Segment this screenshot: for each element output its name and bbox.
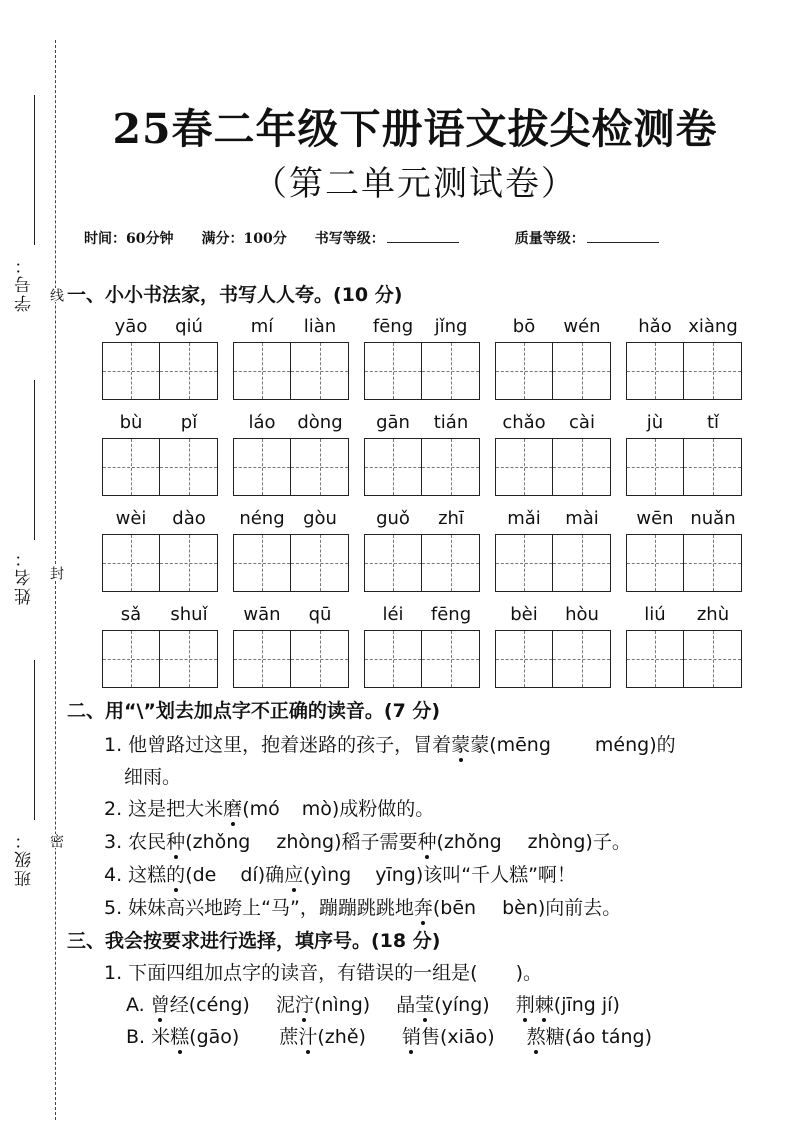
tianzige-cell[interactable] [495,342,553,400]
s3-option-a: A. 曾经(céng) 泥泞(nìng) 晶莹(yíng) 荆棘(jīng jí) [126,990,620,1017]
pinyin-syllable: zhī [438,508,464,529]
pinyin-syllable: bù [119,412,143,433]
section-1-heading: 一、小小书法家，书写人人夸。(10 分) [67,284,403,306]
tianzige-cell[interactable] [233,342,291,400]
pinyin-syllable: shuǐ [170,604,208,625]
pinyin-syllable: dòng [297,412,343,433]
s2-question-1: 1. 他曾路过这里，抱着迷路的孩子，冒着蒙蒙(mēng méng)的 [104,730,676,757]
pinyin-pair [233,604,349,625]
dotted-char: 的 [166,860,185,887]
writing-grid [364,534,480,592]
dotted-char: 种 [418,827,437,854]
page-title: 25春二年级下册语文拔尖检测卷 [112,105,718,153]
writing-grid [364,342,480,400]
pinyin-pair [364,508,480,529]
page-subtitle: （第二单元测试卷） [253,164,577,204]
tianzige-cell[interactable] [160,438,218,496]
pinyin-pair [626,412,742,433]
pinyin-syllable: qū [308,604,332,625]
tianzige-cell[interactable] [626,630,684,688]
writing-grade: 书写等级： [315,228,487,248]
pinyin-syllable: sǎ [120,604,142,625]
writing-grid [364,438,480,496]
tianzige-cell[interactable] [160,342,218,400]
tianzige-cell[interactable] [233,534,291,592]
pinyin-syllable: fēng [372,316,414,337]
pinyin-syllable: jǐng [434,316,468,337]
pinyin-syllable: hǎo [638,316,672,337]
tianzige-cell[interactable] [422,534,480,592]
option-b-item-4: 熬糖(áo táng) [527,1026,652,1048]
writing-grid [495,534,611,592]
writing-grid [233,534,349,592]
pinyin-syllable: wēn [636,508,674,529]
section-2-heading: 二、用“\”划去加点字不正确的读音。(7 分) [67,700,441,722]
tianzige-cell[interactable] [553,438,611,496]
tianzige-cell[interactable] [160,534,218,592]
writing-grid [233,438,349,496]
pinyin-syllable: chǎo [502,412,546,433]
pinyin-syllable: mí [250,316,274,337]
dotted-char: 磨 [223,794,242,821]
writing-grid [233,630,349,688]
pinyin-syllable: wén [563,316,601,337]
pinyin-pair [102,604,218,625]
pinyin-syllable: nuǎn [690,508,736,529]
pinyin-syllable: liú [644,604,666,625]
pinyin-syllable: guǒ [376,508,410,529]
class-line [34,660,35,820]
student-no-label: 学号： [15,255,35,312]
tianzige-cell[interactable] [291,534,349,592]
pinyin-syllable: zhù [696,604,730,625]
dotted-char: 种 [166,827,185,854]
pinyin-syllable: tǐ [706,412,720,433]
tianzige-cell[interactable] [553,630,611,688]
pinyin-pair [233,508,349,529]
quality-grade: 质量等级： [515,228,687,248]
tianzige-cell[interactable] [684,342,742,400]
pinyin-pair [626,604,742,625]
name-line [34,380,35,540]
tianzige-cell[interactable] [684,438,742,496]
section-3-heading: 三、我会按要求进行选择，填序号。(18 分) [67,930,441,952]
pinyin-syllable: tián [433,412,469,433]
dotted-char: 蒙 [451,730,470,757]
pinyin-syllable: liàn [303,316,337,337]
pinyin-syllable: mài [565,508,599,529]
s2-question-1-cont: 细雨。 [124,766,182,788]
pinyin-syllable: mǎi [507,508,541,529]
pinyin-syllable: fēng [430,604,472,625]
tianzige-cell[interactable] [233,438,291,496]
class-label: 班级： [15,830,35,887]
pinyin-syllable: bèi [510,604,538,625]
dotted-char: 应 [284,860,303,887]
tianzige-cell[interactable] [495,438,553,496]
writing-grid [626,342,742,400]
option-a-item-2: 泥泞(nìng) [276,994,370,1016]
tianzige-cell[interactable] [160,630,218,688]
pinyin-pair [233,412,349,433]
binding-dashed-line [55,40,56,1120]
pinyin-pair [364,316,480,337]
pinyin-pair [102,316,218,337]
tianzige-cell[interactable] [364,534,422,592]
s2-question-4: 4. 这糕的(de dí)确应(yìng yīng)该叫“千人糕”啊！ [104,860,576,887]
pinyin-pair [364,412,480,433]
pinyin-syllable: láo [248,412,276,433]
writing-grid [102,630,218,688]
writing-grid [102,534,218,592]
tianzige-cell[interactable] [364,438,422,496]
pinyin-pair [364,604,480,625]
pinyin-pair [626,316,742,337]
tianzige-cell[interactable] [291,438,349,496]
writing-grid [626,534,742,592]
tianzige-cell[interactable] [684,630,742,688]
name-label: 姓名： [15,548,35,605]
pinyin-pair [102,508,218,529]
option-a-item-1: 曾经(céng) [151,994,250,1016]
pinyin-syllable: gòu [303,508,337,529]
pinyin-pair [626,508,742,529]
pinyin-pair [495,604,611,625]
writing-grid [233,342,349,400]
pinyin-pair [495,412,611,433]
pinyin-syllable: wèi [115,508,147,529]
writing-grid [495,342,611,400]
s3-option-b: B. 米糕(gāo) 蔗汁(zhě) 销售(xiāo) 熬糖(áo táng) [126,1022,652,1049]
pinyin-pair [495,508,611,529]
pinyin-syllable: yāo [114,316,148,337]
option-b-item-2: 蔗汁(zhě) [279,1026,366,1048]
pinyin-pair [233,316,349,337]
tianzige-cell[interactable] [364,630,422,688]
writing-grid [626,438,742,496]
tianzige-cell[interactable] [233,630,291,688]
tianzige-cell[interactable] [626,438,684,496]
option-a-item-4: 荆棘(jīng jí) [516,994,620,1016]
pinyin-syllable: jù [646,412,664,433]
exam-meta [84,228,715,248]
tianzige-cell[interactable] [684,534,742,592]
tianzige-cell[interactable] [102,438,160,496]
pinyin-syllable: bō [512,316,536,337]
writing-grid [626,630,742,688]
writing-grade-blank[interactable] [387,230,459,243]
tianzige-cell[interactable] [626,342,684,400]
pinyin-pair [102,412,218,433]
score-info: 满分：100分 [201,231,287,247]
tianzige-cell[interactable] [422,438,480,496]
tianzige-cell[interactable] [102,342,160,400]
tianzige-cell[interactable] [102,630,160,688]
pinyin-syllable: xiàng [688,316,738,337]
tianzige-cell[interactable] [553,534,611,592]
writing-grid [364,630,480,688]
dotted-char: 奔 [414,893,433,920]
option-a-item-3: 晶莹(yíng) [396,994,489,1016]
writing-grid [495,630,611,688]
tianzige-cell[interactable] [102,534,160,592]
pinyin-syllable: wān [243,604,281,625]
pinyin-syllable: cài [569,412,595,433]
writing-grid [495,438,611,496]
option-b-item-3: 销售(xiāo) [402,1026,495,1048]
writing-grid [102,342,218,400]
tianzige-cell[interactable] [626,534,684,592]
pinyin-syllable: néng [239,508,285,529]
pinyin-pair [495,316,611,337]
pinyin-syllable: léi [382,604,404,625]
s2-question-3: 3. 农民种(zhǒng zhòng)稻子需要种(zhǒng zhòng)子。 [104,827,631,854]
cut-mark-secret: 密 [48,834,64,848]
tianzige-cell[interactable] [291,630,349,688]
cut-mark-seal: 封 [48,566,64,580]
tianzige-cell[interactable] [495,534,553,592]
s2-question-2: 2. 这是把大米磨(mó mò)成粉做的。 [104,794,434,821]
writing-grid [102,438,218,496]
option-b-item-1: 米糕(gāo) [151,1026,239,1048]
tianzige-cell[interactable] [291,342,349,400]
quality-grade-blank[interactable] [587,230,659,243]
s3-question-1: 1. 下面四组加点字的读音，有错误的一组是( )。 [104,962,542,984]
pinyin-syllable: pǐ [180,412,198,433]
tianzige-cell[interactable] [495,630,553,688]
tianzige-cell[interactable] [422,630,480,688]
pinyin-syllable: qiú [175,316,203,337]
time-info: 时间：60分钟 [84,231,174,247]
tianzige-cell[interactable] [364,342,422,400]
pinyin-syllable: gān [376,412,410,433]
pinyin-syllable: hòu [565,604,599,625]
tianzige-cell[interactable] [422,342,480,400]
s2-question-5: 5. 妹妹高兴地跨上“马”，蹦蹦跳跳地奔(bēn bèn)向前去。 [104,893,621,920]
tianzige-cell[interactable] [553,342,611,400]
cut-mark-line: 线 [48,288,64,302]
pinyin-syllable: dào [172,508,206,529]
student-no-line [34,95,35,245]
